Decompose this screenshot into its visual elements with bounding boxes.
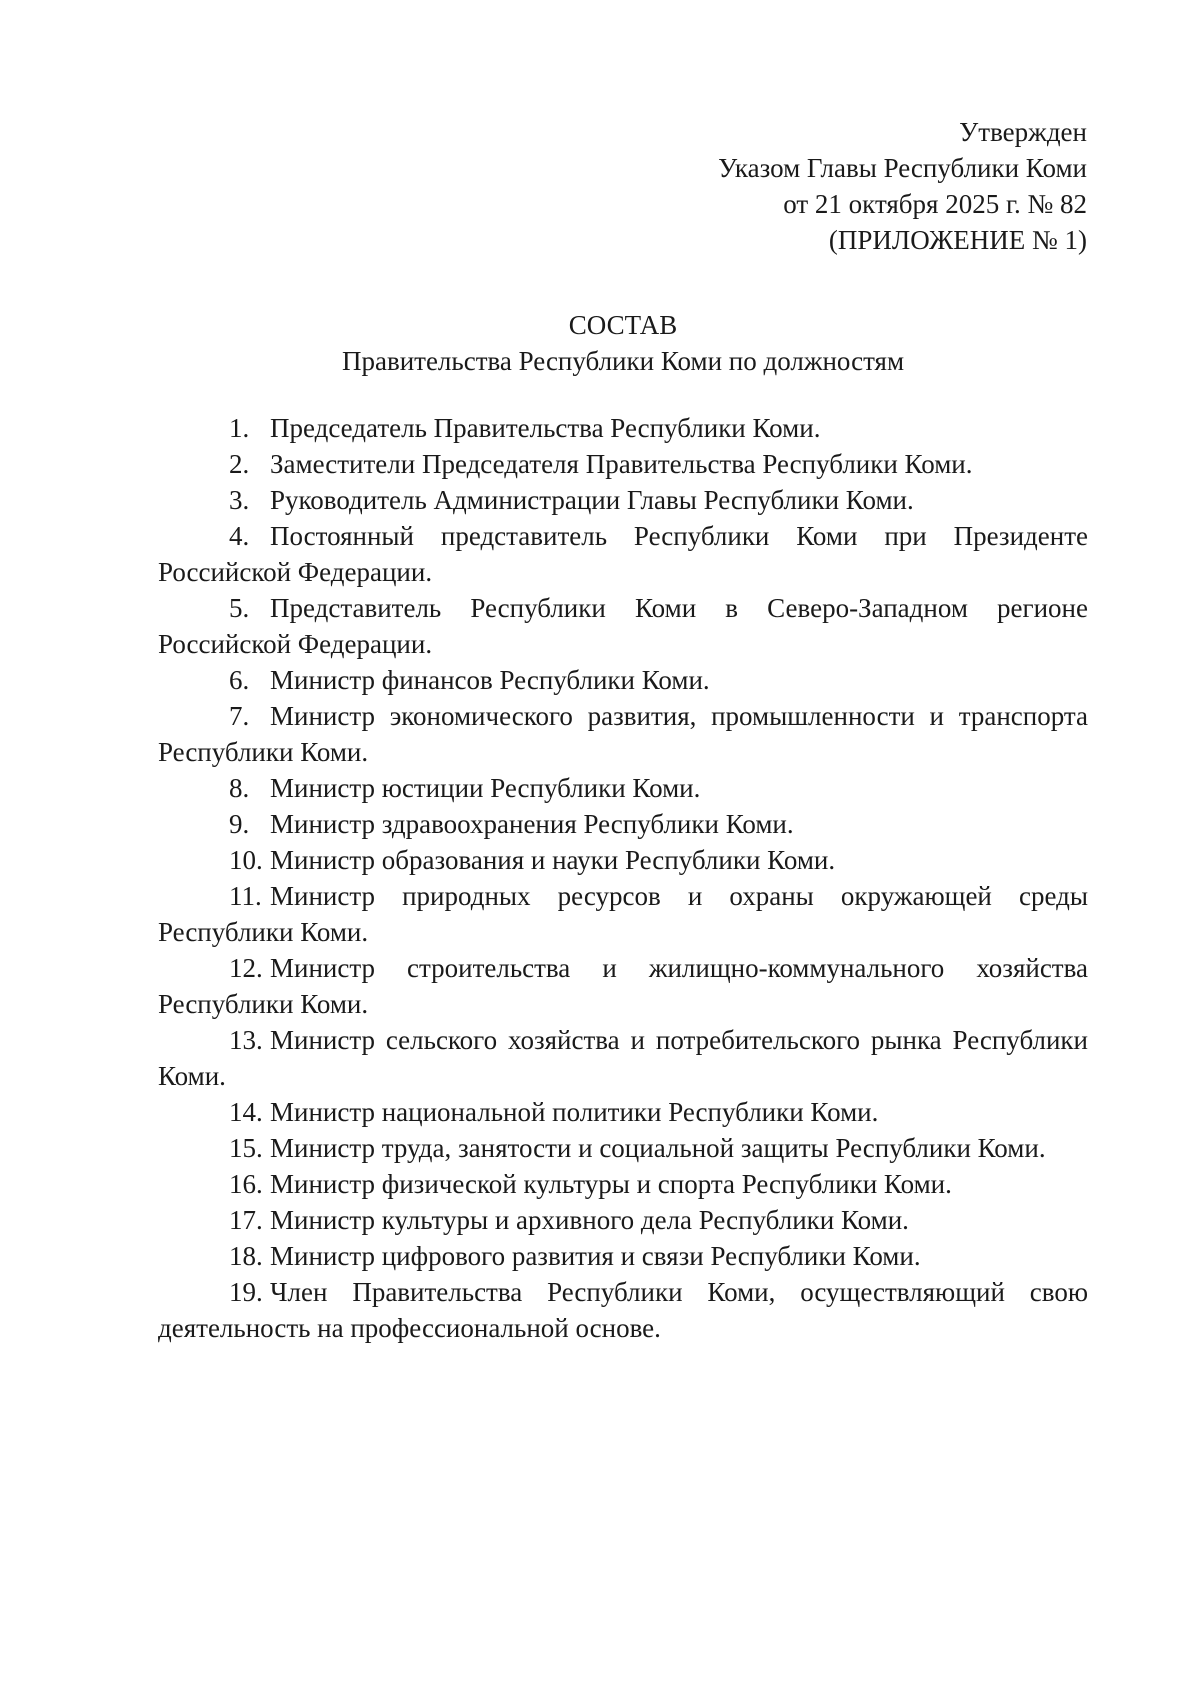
list-item-number: 5.	[229, 593, 250, 623]
approval-line-approved: Утвержден	[959, 117, 1087, 147]
list-item	[158, 482, 1088, 518]
list-item-text: Министр труда, занятости и социальной защиты Республики Коми.	[270, 1133, 1046, 1163]
list-item	[158, 806, 1088, 842]
list-item-number: 6.	[229, 665, 250, 695]
list-item-text: Заместители Председателя Правительства Республики Коми.	[270, 449, 973, 479]
list-item-number: 15.	[229, 1133, 263, 1163]
list-item	[158, 950, 1088, 1022]
list-item	[158, 1022, 1088, 1094]
list-item-number: 12.	[229, 953, 263, 983]
list-item	[158, 518, 1088, 590]
list-item-number: 9.	[229, 809, 250, 839]
list-item-number: 10.	[229, 845, 263, 875]
list-item-text: Руководитель Администрации Главы Республики Коми.	[270, 485, 914, 515]
list-item-text: Член Правительства Республики Коми, осуществляющий свою деятельность на профессиональной основе.	[158, 1277, 1088, 1343]
list-item-text: Министр цифрового развития и связи Республики Коми.	[270, 1241, 921, 1271]
list-item	[158, 698, 1088, 770]
list-item-text: Председатель Правительства Республики Коми.	[270, 413, 821, 443]
approval-stamp	[567, 114, 1087, 258]
list-item	[158, 446, 1088, 482]
list-item	[158, 590, 1088, 662]
list-item-text: Министр физической культуры и спорта Республики Коми.	[270, 1169, 952, 1199]
list-item-text: Министр природных ресурсов и охраны окружающей среды Республики Коми.	[158, 881, 1088, 947]
list-item-text: Министр образования и науки Республики Коми.	[270, 845, 836, 875]
list-item-number: 16.	[229, 1169, 263, 1199]
list-item	[158, 842, 1088, 878]
list-item-number: 14.	[229, 1097, 263, 1127]
approval-line-decree: Указом Главы Республики Коми	[718, 153, 1087, 183]
list-item-text: Постоянный представитель Республики Коми при Президенте Российской Федерации.	[158, 521, 1088, 587]
list-item	[158, 410, 1088, 446]
list-item	[158, 1274, 1088, 1346]
list-item-text: Представитель Республики Коми в Северо-Западном регионе Российской Федерации.	[158, 593, 1088, 659]
list-item-number: 7.	[229, 701, 250, 731]
list-item-number: 8.	[229, 773, 250, 803]
list-item	[158, 1202, 1088, 1238]
list-item	[158, 878, 1088, 950]
list-item-text: Министр экономического развития, промышленности и транспорта Республики Коми.	[158, 701, 1088, 767]
list-item-number: 19.	[229, 1277, 263, 1307]
list-item-number: 3.	[229, 485, 250, 515]
list-item	[158, 1166, 1088, 1202]
list-item-text: Министр культуры и архивного дела Республики Коми.	[270, 1205, 909, 1235]
list-item	[158, 662, 1088, 698]
list-item	[158, 770, 1088, 806]
list-item-text: Министр строительства и жилищно-коммунального хозяйства Республики Коми.	[158, 953, 1088, 1019]
positions-list	[158, 410, 1088, 1346]
list-item-number: 11.	[229, 881, 262, 911]
list-item-number: 1.	[229, 413, 250, 443]
approval-line-date: от 21 октября 2025 г. № 82	[783, 189, 1087, 219]
document-heading	[158, 307, 1088, 379]
list-item-text: Министр юстиции Республики Коми.	[270, 773, 701, 803]
list-item-number: 17.	[229, 1205, 263, 1235]
list-item-number: 4.	[229, 521, 250, 551]
approval-line-appendix: (ПРИЛОЖЕНИЕ № 1)	[828, 225, 1087, 255]
document-subtitle: Правительства Республики Коми по должностям	[341, 346, 905, 376]
list-item-text: Министр здравоохранения Республики Коми.	[270, 809, 794, 839]
list-item-number: 13.	[229, 1025, 263, 1055]
document-title: СОСТАВ	[568, 310, 678, 340]
list-item-text: Министр финансов Республики Коми.	[270, 665, 710, 695]
list-item	[158, 1130, 1088, 1166]
list-item-number: 2.	[229, 449, 250, 479]
list-item-text: Министр сельского хозяйства и потребительского рынка Республики Коми.	[158, 1025, 1088, 1091]
list-item-text: Министр национальной политики Республики Коми.	[270, 1097, 879, 1127]
list-item	[158, 1238, 1088, 1274]
list-item	[158, 1094, 1088, 1130]
list-item-number: 18.	[229, 1241, 263, 1271]
